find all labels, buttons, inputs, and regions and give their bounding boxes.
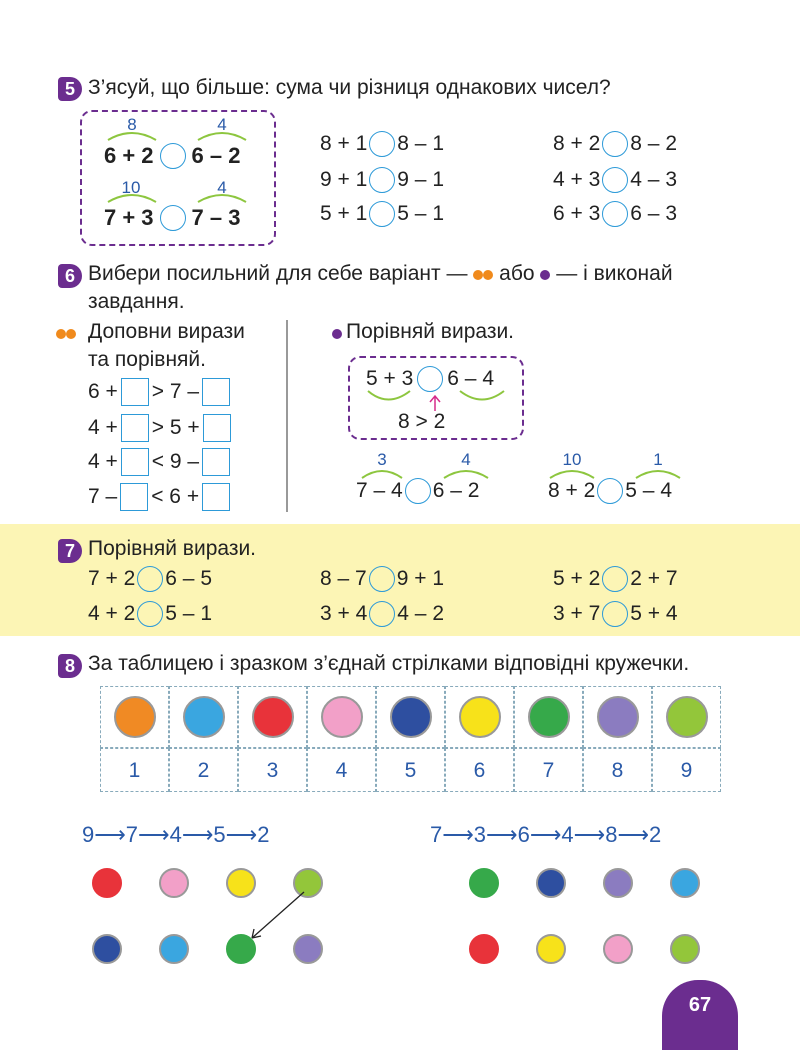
level-purple-icon (332, 326, 342, 344)
t7: 3 + 4 4 – 2 (320, 602, 445, 625)
compare-circle[interactable] (160, 205, 186, 231)
dot-violet[interactable] (603, 868, 633, 898)
table-color-cell (169, 686, 238, 748)
table-color-dot (597, 696, 639, 738)
purple-dot-icon (540, 270, 550, 280)
table-color-cell (307, 686, 376, 748)
table-color-cell (583, 686, 652, 748)
example-2-right-value: 4 (217, 178, 227, 197)
dot-lightblue[interactable] (670, 868, 700, 898)
example-2-right: 7 – 3 (191, 205, 241, 230)
task-5-title: З’ясуй, що більше: сума чи різниця однакових чисел? (88, 76, 611, 99)
dot-pink[interactable] (159, 868, 189, 898)
table-color-cell (238, 686, 307, 748)
orange-dot-icon (483, 270, 493, 280)
table-color-cell (100, 686, 169, 748)
table-color-dot (390, 696, 432, 738)
example-1-left-value: 8 (127, 115, 137, 134)
compare-circle[interactable] (137, 566, 163, 592)
table-number-cell: 6 (445, 748, 514, 792)
compare-circle[interactable] (137, 601, 163, 627)
example-2-left-value: 10 (121, 178, 141, 197)
divider (286, 320, 288, 512)
table-color-cell (445, 686, 514, 748)
page-number: 67 (688, 994, 712, 1016)
table-color-dot (459, 696, 501, 738)
dot-darkblue[interactable] (536, 868, 566, 898)
compare-circle[interactable] (369, 201, 395, 227)
answer-box[interactable] (120, 483, 148, 511)
sample-expr: 5 + 3 6 – 4 (366, 367, 495, 390)
t5-c2-r1: 8 + 2 8 – 2 (553, 132, 678, 155)
dot-red[interactable] (92, 868, 122, 898)
orange-dot-icon (473, 270, 483, 280)
table-number-cell: 4 (307, 748, 376, 792)
sample-arrow (240, 880, 310, 950)
compare-circle[interactable] (602, 201, 628, 227)
compare-circle[interactable] (405, 478, 431, 504)
answer-box[interactable] (202, 483, 230, 511)
table-number-cell: 2 (169, 748, 238, 792)
compare-circle[interactable] (369, 566, 395, 592)
answer-box[interactable] (203, 414, 231, 442)
example-1 (104, 143, 240, 169)
answer-box[interactable] (121, 414, 149, 442)
table-number-cell: 8 (583, 748, 652, 792)
t7: 5 + 2 2 + 7 (553, 567, 678, 590)
compare-circle[interactable] (369, 131, 395, 157)
compare-circle[interactable] (369, 601, 395, 627)
ex2: 8 + 2 5 – 4 (548, 479, 673, 502)
task-6-badge: 6 (58, 264, 82, 288)
right-variant-title: Порівняй вирази. (346, 320, 515, 343)
compare-circle[interactable] (602, 601, 628, 627)
example-2-left: 7 + 3 (104, 205, 154, 230)
dot-yellow[interactable] (536, 934, 566, 964)
table-color-dot (183, 696, 225, 738)
t6-left-row: 4 + > 5 + (88, 414, 234, 442)
sample-result: 8 > 2 (398, 410, 446, 433)
level-orange-icon (56, 326, 76, 344)
compare-circle[interactable] (369, 167, 395, 193)
table-number-cell: 9 (652, 748, 721, 792)
answer-box[interactable] (121, 378, 149, 406)
dot-green[interactable] (469, 868, 499, 898)
table-number-cell: 5 (376, 748, 445, 792)
dot-pink[interactable] (603, 934, 633, 964)
task-8-title: За таблицею і зразком з’єднай стрілками відповідні кружечки. (88, 652, 690, 675)
answer-box[interactable] (202, 378, 230, 406)
dot-lightgreen[interactable] (670, 934, 700, 964)
example-1-left: 6 + 2 (104, 143, 154, 168)
t5-c2-r2: 4 + 3 4 – 3 (553, 168, 678, 191)
task-7-title: Порівняй вирази. (88, 537, 257, 560)
compare-circle[interactable] (602, 167, 628, 193)
dot-red[interactable] (469, 934, 499, 964)
t7: 7 + 2 6 – 5 (88, 567, 213, 590)
table-color-cell (652, 686, 721, 748)
table-color-dot (528, 696, 570, 738)
t6-left-row: 6 + > 7 – (88, 378, 233, 406)
example-1-right-value: 4 (217, 115, 227, 134)
compare-circle[interactable] (160, 143, 186, 169)
table-color-dot (252, 696, 294, 738)
table-color-dot (321, 696, 363, 738)
table-color-cell (514, 686, 583, 748)
compare-circle[interactable] (602, 131, 628, 157)
t5-c1-r2: 9 + 1 9 – 1 (320, 168, 445, 191)
t7: 8 – 7 9 + 1 (320, 567, 445, 590)
task-6-title: Вибери посильний для себе варіант — або — і виконай (88, 262, 673, 285)
ex1-right-value: 4 (461, 450, 471, 469)
t6-left-row: 4 + < 9 – (88, 448, 233, 476)
table-number-cell: 1 (100, 748, 169, 792)
task-5-badge: 5 (58, 77, 82, 101)
table-color-dot (666, 696, 708, 738)
t7: 4 + 2 5 – 1 (88, 602, 213, 625)
t7: 3 + 7 5 + 4 (553, 602, 678, 625)
left-variant-title-1: Доповни вирази (88, 320, 245, 343)
t5-c1-r1: 8 + 1 8 – 1 (320, 132, 445, 155)
answer-box[interactable] (121, 448, 149, 476)
task-8-badge: 8 (58, 654, 82, 678)
ex2-right-value: 1 (653, 450, 663, 469)
t6-left-row: 7 – < 6 + (88, 483, 233, 511)
answer-box[interactable] (202, 448, 230, 476)
t5-c2-r3: 6 + 3 6 – 3 (553, 202, 678, 225)
sequence-1: 9⟶7⟶4⟶5⟶2 (82, 822, 270, 847)
ex1: 7 – 4 6 – 2 (356, 479, 480, 502)
example-1-right: 6 – 2 (191, 143, 241, 168)
task-6-title-cont: завдання. (88, 290, 185, 313)
compare-circle[interactable] (602, 566, 628, 592)
left-variant-title-2: та порівняй. (88, 348, 206, 371)
table-color-cell (376, 686, 445, 748)
t5-c1-r3: 5 + 1 5 – 1 (320, 202, 445, 225)
table-color-dot (114, 696, 156, 738)
example-2 (104, 205, 240, 231)
table-number-cell: 3 (238, 748, 307, 792)
dot-lightblue[interactable] (159, 934, 189, 964)
ex1-left-value: 3 (377, 450, 387, 469)
ex2-left-value: 10 (562, 450, 582, 469)
table-number-cell: 7 (514, 748, 583, 792)
sequence-2: 7⟶3⟶6⟶4⟶8⟶2 (430, 822, 662, 847)
dot-darkblue[interactable] (92, 934, 122, 964)
compare-circle[interactable] (597, 478, 623, 504)
task-7-badge: 7 (58, 539, 82, 563)
